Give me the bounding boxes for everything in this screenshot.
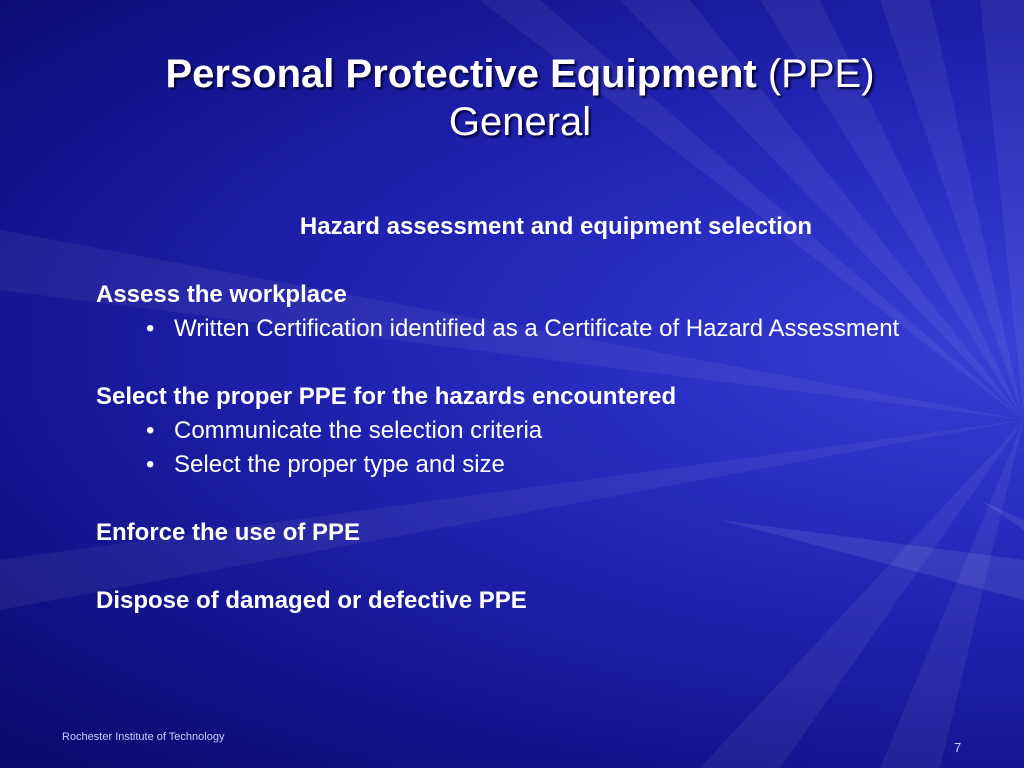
group-heading: Enforce the use of PPE [96,519,361,546]
bullet-text: Written Certification identified as a Certificate of Hazard Assessment [174,315,900,342]
title-main: Personal Protective Equipment [165,52,757,96]
group-enforce [96,516,976,550]
slide-body [96,210,976,652]
slide-title [0,50,1024,146]
bullet-text: Communicate the selection criteria [174,417,543,444]
section-heading: Hazard assessment and equipment selection [299,213,813,240]
group-dispose [96,584,976,618]
bullet-list [96,414,976,482]
list-item [146,312,976,346]
bullet-icon: • [146,417,155,444]
group-select [96,380,976,482]
slide-subtitle: General [448,100,592,144]
group-heading: Assess the workplace [96,281,347,308]
group-heading: Dispose of damaged or defective PPE [96,587,527,614]
list-item [146,414,976,448]
bullet-icon: • [146,315,155,342]
bullet-list [96,312,976,346]
footer-organization: Rochester Institute of Technology [62,731,225,743]
bullet-text: Select the proper type and size [174,451,505,478]
page-number: 7 [954,740,962,755]
bullet-icon: • [146,451,155,478]
list-item [146,448,976,482]
group-heading: Select the proper PPE for the hazards encountered [96,383,677,410]
group-assess [96,278,976,346]
title-acronym: (PPE) [767,52,875,96]
